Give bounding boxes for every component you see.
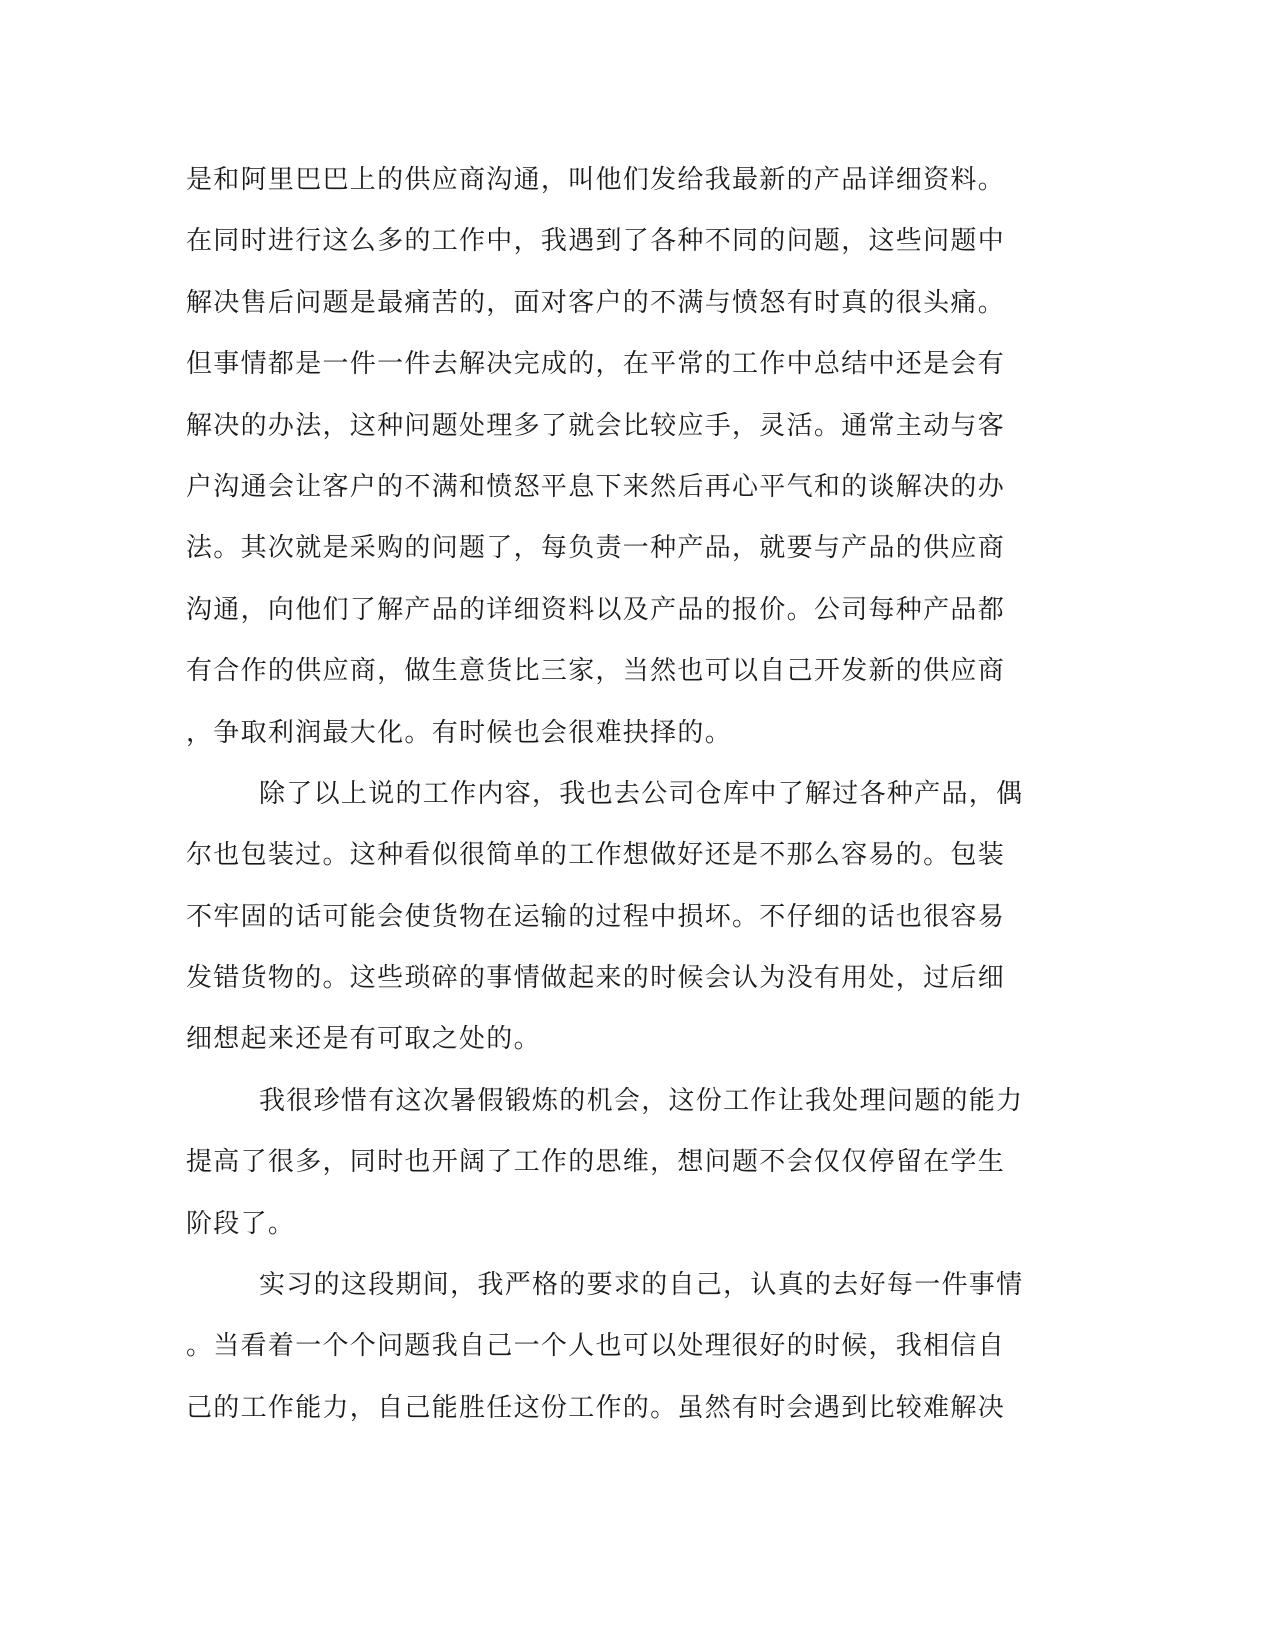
text-line: 提高了很多，同时也开阔了工作的思维，想问题不会仅仅停留在学生	[186, 1147, 1006, 1178]
text-line: 。当看着一个个问题我自己一个人也可以处理很好的时候，我相信自	[186, 1331, 1006, 1362]
text-line: 不牢固的话可能会使货物在运输的过程中损坏。不仔细的话也很容易	[186, 901, 1006, 932]
text-line: 尔也包装过。这种看似很简单的工作想做好还是不那么容易的。包装	[186, 840, 1006, 871]
text-line: 解决售后问题是最痛苦的，面对客户的不满与愤怒有时真的很头痛。	[186, 287, 1006, 318]
text-line: 细想起来还是有可取之处的。	[186, 1024, 541, 1055]
text-line: 己的工作能力，自己能胜任这份工作的。虽然有时会遇到比较难解决	[186, 1392, 1006, 1423]
text-line: 在同时进行这么多的工作中，我遇到了各种不同的问题，这些问题中	[186, 226, 1006, 257]
body-text	[186, 150, 1066, 1439]
text-line: 沟通，向他们了解产品的详细资料以及产品的报价。公司每种产品都	[186, 594, 1006, 625]
paragraph-first-line: 实习的这段期间，我严格的要求的自己，认真的去好每一件事情	[259, 1270, 1024, 1301]
text-line: 是和阿里巴巴上的供应商沟通，叫他们发给我最新的产品详细资料。	[186, 165, 1006, 195]
paragraph-first-line: 除了以上说的工作内容，我也去公司仓库中了解过各种产品，偶	[259, 778, 1024, 809]
text-line: 阶段了。	[186, 1208, 296, 1239]
text-line: 解决的办法，这种问题处理多了就会比较应手，灵活。通常主动与客	[186, 410, 1006, 441]
paragraph-first-line: 我很珍惜有这次暑假锻炼的机会，这份工作让我处理问题的能力	[259, 1085, 1024, 1116]
text-line: 有合作的供应商，做生意货比三家，当然也可以自己开发新的供应商	[186, 656, 1006, 687]
text-line: 发错货物的。这些琐碎的事情做起来的时候会认为没有用处，过后细	[186, 963, 1006, 994]
text-line: 法。其次就是采购的问题了，每负责一种产品，就要与产品的供应商	[186, 533, 1006, 564]
text-line: 户沟通会让客户的不满和愤怒平息下来然后再心平气和的谈解决的办	[186, 471, 1006, 502]
text-line: 但事情都是一件一件去解决完成的，在平常的工作中总结中还是会有	[186, 349, 1006, 380]
text-line: ，争取利润最大化。有时候也会很难抉择的。	[186, 717, 733, 748]
